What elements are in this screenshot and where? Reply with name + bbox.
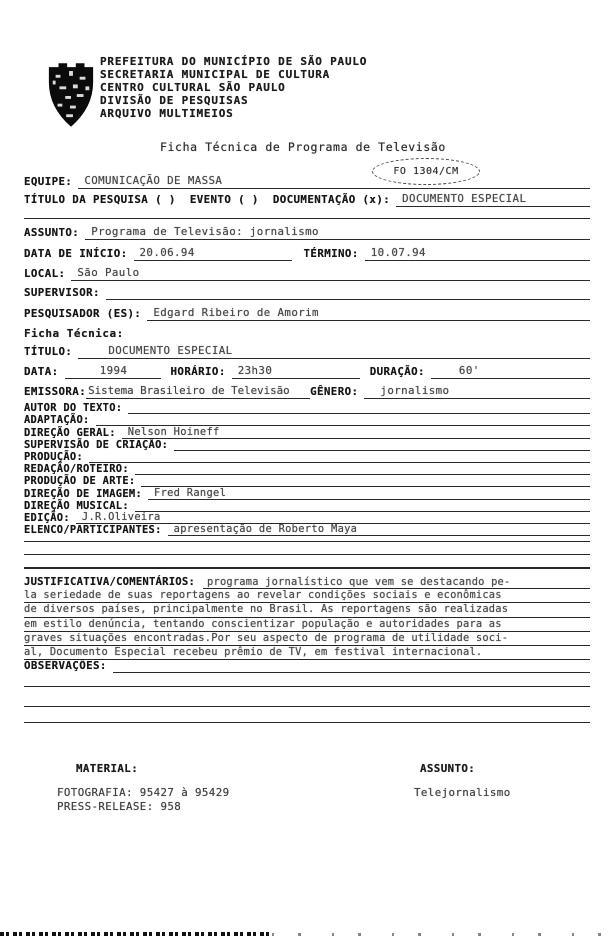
assunto-heading: ASSUNTO: [420, 762, 476, 775]
justificativa-text: de diversos países, principalmente no Brasil. As reportagens são realizadas [24, 603, 590, 617]
blank-rule [24, 722, 590, 723]
justificativa-text: em estilo denúncia, tentando conscientizar população e autoridades para as [24, 618, 590, 632]
credit-row [24, 500, 590, 512]
credit-label: ADAPTAÇÃO: [24, 414, 90, 427]
field-value: 20.06.94 [134, 246, 292, 261]
field-label: DOCUMENTAÇÃO (x): [272, 193, 391, 206]
field-label: EMISSORA: [24, 385, 87, 398]
blank-rule [24, 706, 590, 707]
field-value: 1994 [65, 364, 161, 379]
credit-label: AUTOR DO TEXTO: [24, 402, 123, 415]
credit-row [24, 402, 590, 414]
credit-value [135, 474, 590, 475]
credit-row [24, 487, 590, 499]
org-line: DIVISÃO DE PESQUISAS [100, 93, 249, 107]
field-datas [24, 246, 590, 261]
justificativa-text: graves situações encontradas.Por seu aspecto de programa de utilidade soci- [24, 632, 590, 646]
section-divider [24, 218, 590, 219]
field-value: Sistema Brasileiro de Televisão [86, 384, 310, 399]
field-emissora-genero [24, 384, 590, 399]
field-value: DOCUMENTO ESPECIAL [396, 192, 590, 207]
field-local [24, 266, 590, 281]
field-value: Edgard Ribeiro de Amorim [147, 306, 590, 321]
credit-row [24, 439, 590, 451]
field-titulo [24, 344, 590, 359]
field-value: São Paulo [71, 266, 590, 281]
ficha-tecnica-heading: Ficha Técnica: [24, 327, 124, 340]
field-label: DATA DE INÍCIO: [24, 247, 128, 260]
field-label: TÍTULO DA PESQUISA ( ) [24, 193, 176, 206]
credit-row [24, 426, 590, 438]
field-label: OBSERVAÇÕES: [24, 659, 107, 672]
field-label: TÉRMINO: [303, 247, 359, 260]
credit-label: PRODUÇÃO DE ARTE: [24, 475, 136, 488]
blank-rule [24, 567, 590, 569]
org-line: PREFEITURA DO MUNICÍPIO DE SÃO PAULO [100, 55, 368, 68]
sao-paulo-coat-of-arms-icon [46, 60, 96, 132]
field-pesquisador [24, 306, 590, 321]
org-line: CENTRO CULTURAL SÃO PAULO [100, 80, 286, 94]
org-line: ARQUIVO MULTIMEIOS [100, 106, 234, 120]
org-line: SECRETARIA MUNICIPAL DE CULTURA [100, 67, 331, 81]
credit-label: DIREÇÃO MUSICAL: [24, 499, 129, 512]
field-data-horario-duracao [24, 364, 590, 379]
blank-rule [24, 541, 590, 542]
blank-rule [24, 686, 590, 687]
registration-stamp: FO 1304/CM [372, 158, 480, 185]
credit-row [24, 414, 590, 426]
field-classificacao [24, 192, 590, 207]
field-label: DATA: [24, 365, 59, 378]
fotografia-line: FOTOGRAFIA: 95427 à 95429 [57, 786, 230, 799]
credit-value: apresentação de Roberto Maya [168, 523, 590, 536]
credits-block [24, 402, 590, 536]
field-label: ASSUNTO: [24, 226, 80, 239]
credit-value: J.R.Oliveira [76, 511, 590, 524]
field-value: 23h30 [232, 364, 360, 379]
field-label: EVENTO ( ) [189, 193, 259, 206]
credit-label: EDIÇÃO: [24, 511, 70, 524]
assunto-value: Telejornalismo [414, 786, 511, 799]
field-label: SUPERVISOR: [24, 286, 100, 299]
field-label: EQUIPE: [24, 175, 73, 188]
field-value: COMUNICAÇÃO DE MASSA [78, 174, 590, 189]
field-assunto [24, 225, 590, 240]
credit-label: DIREÇÃO DE IMAGEM: [24, 487, 143, 500]
credit-value [128, 413, 590, 414]
field-value: jornalismo [364, 384, 590, 399]
credit-value: Fred Rangel [148, 487, 590, 500]
justificativa-text: la seriedade de suas reportagens ao revelar condições sociais e econômicas [24, 589, 590, 603]
credit-row [24, 451, 590, 463]
field-value: 60' [431, 364, 590, 379]
credit-row [24, 524, 590, 536]
credit-label: SUPERVISÃO DE CRIAÇÃO: [24, 438, 169, 451]
field-label: HORÁRIO: [170, 365, 226, 378]
credit-value [174, 450, 590, 451]
credit-label: DIREÇÃO GERAL: [24, 426, 116, 439]
field-value [106, 298, 590, 300]
scan-artifact [0, 932, 270, 936]
field-label: PESQUISADOR (ES): [24, 307, 142, 320]
justificativa-first-line [24, 576, 590, 589]
credit-value [89, 462, 590, 463]
credit-label: PRODUÇÃO: [24, 450, 84, 463]
field-observacoes [24, 659, 590, 673]
org-header [100, 56, 367, 121]
field-label: GÊNERO: [310, 385, 359, 398]
justificativa-text: programa jornalístico que vem se destacando pe- [203, 576, 590, 589]
press-release-line: PRESS-RELEASE: 958 [57, 800, 182, 813]
field-label: TÍTULO: [24, 345, 73, 358]
field-supervisor [24, 286, 590, 300]
justificativa-block [24, 576, 590, 660]
field-label: DURAÇÃO: [369, 365, 425, 378]
credit-row [24, 475, 590, 487]
field-label: LOCAL: [24, 267, 66, 280]
justificativa-text: al, Documento Especial recebeu prêmio de TV, em festival internacional. [24, 646, 590, 660]
blank-rule [24, 554, 590, 555]
field-value: DOCUMENTO ESPECIAL [78, 344, 590, 359]
credit-row [24, 512, 590, 524]
document-title: Ficha Técnica de Programa de Televisão [160, 140, 446, 154]
material-heading: MATERIAL: [76, 762, 139, 775]
justificativa-label: JUSTIFICATIVA/COMENTÁRIOS: [24, 576, 196, 589]
field-value: 10.07.94 [365, 246, 590, 261]
credit-label: ELENCO/PARTICIPANTES: [24, 524, 162, 537]
field-value: Programa de Televisão: jornalismo [85, 225, 590, 240]
credit-row [24, 463, 590, 475]
credit-value: Nelson Hoineff [122, 426, 590, 439]
credit-label: REDAÇÃO/ROTEIRO: [24, 463, 129, 476]
field-equipe [24, 174, 590, 189]
field-value [113, 671, 590, 673]
